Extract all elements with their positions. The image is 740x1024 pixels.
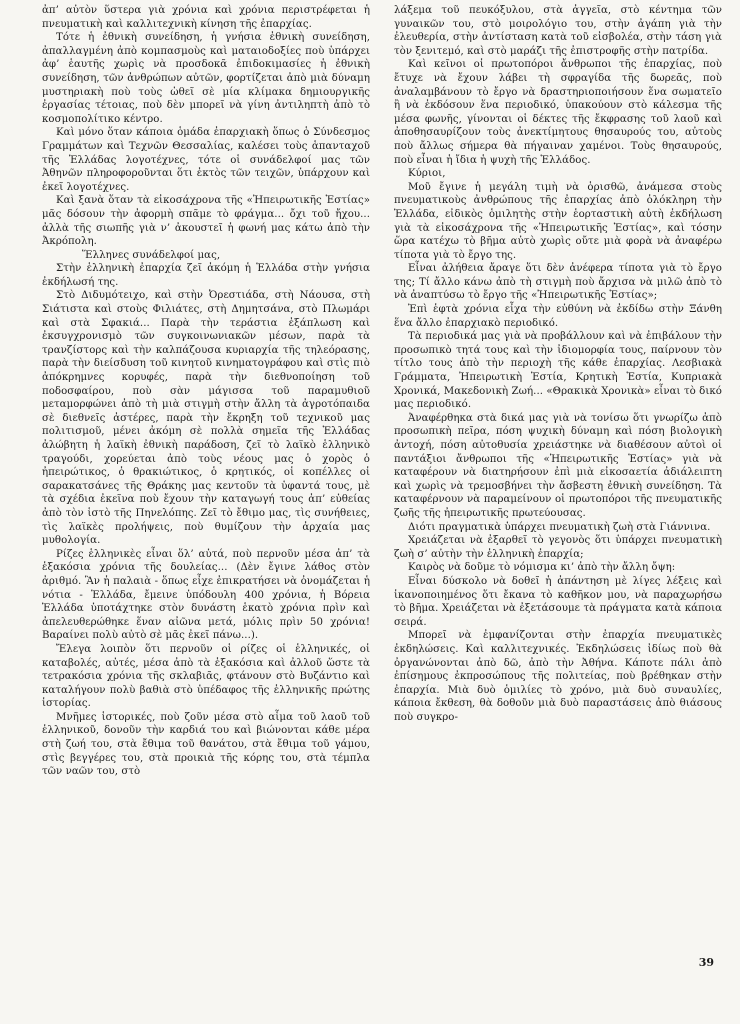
paragraph: ἀπ’ αὐτὸν ὕστερα γιὰ χρόνια καὶ χρόνια περιστρέφεται ἡ πνευματικὴ καὶ καλλιτεχνικὴ κίνηση τῆς ἐπαρχίας. — [42, 5, 370, 30]
paragraph: Στὸ Διδυμότειχο, καὶ στὴν Ὀρεστιάδα, στὴ Νάουσα, στὴ Σιάτιστα καὶ στοὺς Φιλιάτες, στὴ Δημητσάνα, στὸ Πλωμάρι καὶ στὰ Σφακιά... Παρὰ τὴν τεράστια ἐξάπλωση καὶ ἐκσυγχρονισμὸ τῶν συγκοινωνιακῶν μέσων, παρὰ τὰ τρανζίστορς καὶ τὴν καλπάζουσα κυριαρχία τῆς τηλεόρασης, παρὰ τὴν διείσδυση τοῦ κινητοῦ κινηματογράφου καὶ στὶς πιὸ ἀπόκρημνες κορυφές, παρὰ τὴν διεθνοποίηση τοῦ ποδοσφαίρου, ποὺ σὰν μάγισσα τοῦ παραμυθιοῦ μεταμορφώνει ἀπὸ τὴ μιὰ στιγμὴ στὴν ἄλλη τὰ ἀγροτόπαιδα σὲ διεθνεῖς ἀστέρες, παρὰ τὴν ἔκρηξη τοῦ τεχνικοῦ μας πολιτισμοῦ, μένει ἀκόμη σὲ πολλὰ σημεῖα τῆς Ἑλλάδας ἀλώβητη ἡ λαϊκὴ ἐθνικὴ παράδοση, ζεῖ τὸ λαϊκὸ ἑλληνικὸ τραγούδι, χορεύεται ἀπὸ τοὺς νέους μας ὁ χορὸς ὁ ἠπειρώτικος, ὁ θρακιώτικος, ὁ κρητικός, οἱ κοπέλλες οἱ σαρακατσάνες τῆς Θράκης μας κεντοῦν τὰ ὑφαντά τους, μὲ τὰ σχέδια ἐκεῖνα ποὺ ἔχουν τὴν καταγωγή τους ἀπ’ εὐθείας ἀπὸ τὸν ἱστὸ τῆς Πηνελόπης. Ζεῖ τὸ ἔθιμο μας, τὶς συνήθειες, τὶς λαϊκὲς προλήψεις, ποὺ θυμίζουν τὴν ἀρχαία μας μυθολογία. — [42, 290, 370, 547]
paragraph: Χρειάζεται νὰ ἐξαρθεῖ τὸ γεγονὸς ὅτι ὑπάρχει πνευματικὴ ζωὴ σ’ αὐτὴν τὴν ἑλληνικὴ ἐπαρχία; — [394, 535, 722, 560]
paragraph: Μοῦ ἔγινε ἡ μεγάλη τιμὴ νὰ ὁρισθῶ, ἀνάμεσα στοὺς πνευματικοὺς ἀνθρώπους τῆς ἐπαρχίας ἀπὸ ὁλόκληρη τὴν Ἑλλάδα, εἰδικὸς ὁμιλητὴς στὴν ἑορταστικὴ αὐτὴ ἐκδήλωση γιὰ τὰ εἰκοσάχρονα τῆς «Ἠπειρωτικῆς Ἑστίας», καὶ τόσην ὥρα κατέχω τὸ βῆμα αὐτὸ χωρὶς οὔτε μιὰ φορὰ νὰ ἀναφέρω τίποτα γιὰ τὸ ἔργο της. — [394, 181, 722, 261]
paragraph: Τότε ἡ ἐθνικὴ συνείδηση, ἡ γνήσια ἐθνικὴ συνείδηση, ἀπαλλαγμένη ἀπὸ κομπασμοὺς καὶ ματαιοδοξίες ποὺ ὑπάρχει ἀφ’ ἑαυτῆς χωρὶς νὰ προσδοκᾶ ἐπιδοκιμασίες ἡ ἐθνικὴ συνείδηση, τῶν ἀνθρώπων αὐτῶν, φορτίζεται ἀπὸ μιὰ δύναμη μυστηριακὴ ποὺ τοὺς ὠθεῖ σὲ μία κλίμακα δημιουργικῆς ἐργασίας τέτοιας, ποὺ δὲν μπορεῖ νὰ γίνη ἀντιληπτὴ ἀπὸ τὸ κοσμοπολίτικο κέντρο. — [42, 32, 370, 125]
paragraph: Κύριοι, — [408, 168, 446, 180]
right-column — [394, 4, 722, 779]
paragraph: Τὰ περιοδικά μας γιὰ νὰ προβάλλουν καὶ νὰ ἐπιβάλουν τὴν προσωπικὸ τητά τους καὶ τὴν ἰδιομορφία τους, παίρνουν τὸν τίτλο τους ἀπὸ τὴν περιοχὴ τῆς κάθε ἐπαρχίας. Λεσβιακὰ Γράμματα, Ἠπειρωτικὴ Ἑστία, Κρητικὴ Ἑστία, Κυπριακὰ Χρονικά, Μακεδονικὴ Ζωή... «Θρακικὰ Χρονικὰ» εἶναι τὸ δικό μας περιοδικό. — [394, 331, 722, 411]
text-columns — [42, 4, 722, 779]
paragraph: Ἀναφέρθηκα στὰ δικά μας γιὰ νὰ τονίσω ὅτι γνωρίζω ἀπὸ προσωπικὴ πεῖρα, πόση ψυχικὴ δύναμη καὶ πόση βιολογικὴ ἀντοχή, πόση αὐτοθυσία χρειάστηκε νὰ διαθέσουν αὐτοὶ οἱ παντάξιοι ἄνθρωποι τῆς «Ἠπειρωτικῆς Ἑστίας» γιὰ νὰ καταφέρουν νὰ διατηρήσουν ἐπὶ μιὰ εἰκοσαετία ἀδιάλειπτη καὶ χωρὶς νὰ τρεμοσβήνει τὴν ἄσβεστη ἐθνικὴ συνείδηση. Τὰ καταφέρνουν νὰ παραμείνουν οἱ πρωτοπόροι τῆς πνευματικῆς ζωῆς τῆς ἠπειρωτικῆς πρωτεύουσας. — [394, 412, 722, 519]
page-number: 39 — [698, 956, 714, 969]
paragraph: Ἔλεγα λοιπὸν ὅτι περνοῦν οἱ ρίζες οἱ ἑλληνικές, οἱ καταβολές, αὐτές, μέσα ἀπὸ τὰ ἑξακόσια καὶ ἀλλοῦ ὥστε τὰ τετρακόσια χρόνια τῆς σκλαβιᾶς, φτάνουν στὸ Βυζάντιο καὶ καταλήγουν πολὺ βαθιὰ στὸ ὑπέδαφος τῆς ἑλληνικῆς πρώτης ἱστορίας. — [42, 643, 370, 710]
paragraph: Καὶ κεῖνοι οἱ πρωτοπόροι ἄνθρωποι τῆς ἐπαρχίας, ποὺ ἔτυχε νὰ ἔχουν λάβει τὴ σφραγίδα τῆς δωρεᾶς, ποὺ ἀναλαμβάνουν τὸ ἔργο νὰ δραστηριοποιήσουν ἕνα σωματεῖο ἢ νὰ ἐκδόσουν ἕνα περιοδικό, ὑπακούουν στὸ κάλεσμα τῆς μέσα φωνῆς, γίνονται οἱ δέκτες τῆς ἔκφρασης τοῦ λαοῦ καὶ ἀποθησαυρίζουν τοὺς ἀνεκτίμητους θησαυρούς του, αὐτοὺς ποὺ ἄλλως σήμερα θὰ πήγαιναν χαμένοι. Τοὺς θησαυρούς, ποὺ εἶναι ἡ ἴδια ἡ ψυχὴ τῆς Ἑλλάδος. — [394, 59, 722, 166]
paragraph: Καὶ μόνο ὅταν κάποια ὁμάδα ἐπαρχιακὴ ὅπως ὁ Σύνδεσμος Γραμμάτων καὶ Τεχνῶν Θεσσαλίας, καλέσει τοὺς ἁπανταχοῦ τῆς Ἑλλάδας λογοτέχνες, τότε οἱ συνάδελφοί μας τῶν Ἀθηνῶν πληροφοροῦνται ὅτι ἐκτὸς τῶν τειχῶν, ὑπάρχουν καὶ ἐκεῖ λογοτέχνες. — [42, 127, 370, 193]
paragraph: Μπορεῖ νὰ ἐμφανίζονται στὴν ἐπαρχία πνευματικὲς ἐκδηλώσεις. Καὶ καλλιτεχνικές. Ἐκδηλώσεις ἰδίως ποὺ θὰ ὀργανώνονται ἀπὸ δῶ, ἀπὸ τὴν Ἀθήνα. Κάποτε πάλι ἀπὸ ἐπίσημους ἐκπροσώπους τῆς πολιτείας, ποὺ βρέθηκαν στὴν ἐπαρχία. Μιὰ δυὸ ὁμιλίες τὸ χρόνο, μιὰ δυὸ συναυλίες, κάποια ἔκθεση, θὰ δοθοῦν μιὰ δυὸ παραστάσεις ἀπὸ θιάσους ποὺ συγκρο- — [394, 630, 722, 723]
paragraph: Διότι πραγματικὰ ὑπάρχει πνευματικὴ ζωὴ στὰ Γιάννινα. — [408, 521, 711, 533]
paragraph: λάξεμα τοῦ πευκόξυλου, στὰ ἀγγεῖα, στὸ κέντημα τῶν γυναικῶν του, στὸ μοιρολόγιο του, στὴν ἀγάπη γιὰ τὴν ἐλευθερία, στὴν ἀντίσταση κατὰ τοῦ εἰσβολέα, στὴν τάση γιὰ τὸν ξενιτεμό, καὶ στὸ μαράζι τῆς ἐπιστροφῆς στὴν πατρίδα. — [394, 5, 722, 57]
left-column — [42, 4, 370, 779]
paragraph: Καιρὸς νὰ δοῦμε τὸ νόμισμα κι’ ἀπὸ τὴν ἄλλη ὄψη: — [408, 562, 676, 574]
paragraph: Εἶναι ἀλήθεια ἄραγε ὅτι δὲν ἀνέφερα τίποτα γιὰ τὸ ἔργο της; Τί ἄλλο κάνω ἀπὸ τὴ στιγμὴ ποὺ ἄρχισα νὰ μιλῶ ἀπὸ τὸ νὰ ἀναπτύσω τὸ ἔργο τῆς «Ἠπειρωτικῆς Ἑστίας»; — [394, 263, 722, 302]
paragraph: Ἐπὶ ἑφτὰ χρόνια εἶχα τὴν εὐθύνη νὰ ἐκδίδω στὴν Ξάνθη ἕνα ἄλλο ἐπαρχιακὸ περιοδικό. — [394, 304, 722, 329]
paragraph: Ἕλληνες συνάδελφοί μας, — [82, 249, 221, 261]
paragraph: Στὴν ἑλληνικὴ ἐπαρχία ζεῖ ἀκόμη ἡ Ἑλλάδα στὴν γνήσια ἐκδήλωσή της. — [42, 263, 370, 288]
paragraph: Μνῆμες ἱστορικές, ποὺ ζοῦν μέσα στὸ αἷμα τοῦ λαοῦ τοῦ ἑλληνικοῦ, δονοῦν τὴν καρδιά του καὶ βιώνονται κάθε μέρα στὴ ζωή του, στὰ ἔθιμα τοῦ θανάτου, στὰ ἔθιμα τοῦ γάμου, στὶς βεγγέρες του, στὰ προικιὰ τῆς κόρης του, στὰ τέμπλα τῶν ναῶν του, στὸ — [42, 711, 370, 778]
paragraph: Ρίζες ἑλληνικὲς εἶναι ὅλ’ αὐτά, ποὺ περνοῦν μέσα ἀπ’ τὰ ἑξακόσια χρόνια τῆς δουλείας... (Δὲν ἔγινε λάθος στὸν ἀριθμό. Ἂν ἡ παλαιὰ - ὅπως εἶχε ἐπικρατήσει νὰ ὀνομάζεται ἡ νότια - Ἑλλάδα, ἔμεινε ὑπόδουλη 400 χρόνια, ἡ Βόρεια Ἑλλάδα ὑποτάχτηκε στὸν δυνάστη ἑκατὸ χρόνια πρὶν καὶ ἀπελευθερώθηκε ἕναν αἰῶνα μετά, μόλις πρὶν 50 χρόνια! Βαραίνει πολὺ αὐτὸ σὲ μᾶς ἐκεῖ πάνω...). — [42, 548, 370, 642]
paragraph: Καὶ ξανὰ ὅταν τὰ εἰκοσάχρονα τῆς «Ἠπειρωτικῆς Ἑστίας» μᾶς δόσουν τὴν ἀφορμὴ σπᾶμε τὸ φράγμα... ὄχι τοῦ ἤχου... ἀλλὰ τῆς σιωπῆς γιὰ ν’ ἀκουστεῖ ἡ φωνή μας κάτω ἀπὸ τὴν Ἀκρόπολη. — [42, 195, 370, 248]
paragraph: Εἶναι δύσκολο νὰ δοθεῖ ἡ ἀπάντηση μὲ λίγες λέξεις καὶ ἱκανοποιημένος ὅτι ἔκανα τὸ καθῆκον μου, νὰ παραχωρήσω τὸ βῆμα. Χρειάζεται νὰ ἐξετάσουμε τὰ πράγματα κατὰ κάποια σειρά. — [394, 575, 722, 628]
